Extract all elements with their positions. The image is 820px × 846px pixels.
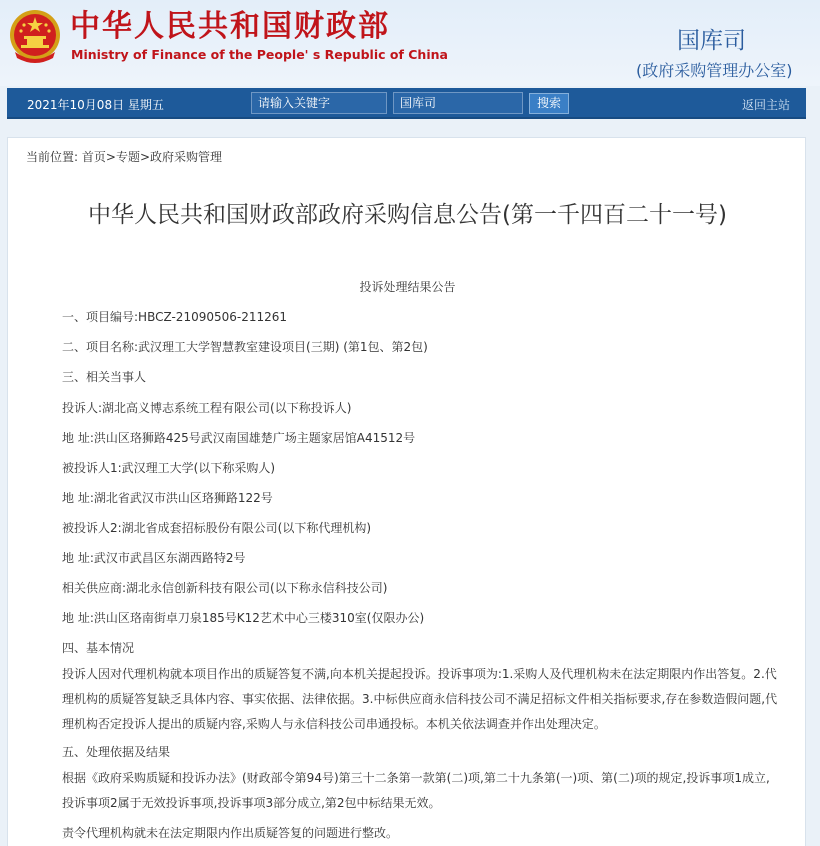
page-title: 中华人民共和国财政部政府采购信息公告(第一千四百二十一号) [88,202,727,228]
respondent-1-address: 地 址:湖北省武汉市洪山区珞狮路122号 [62,491,273,505]
ministry-name-en[interactable]: Ministry of Finance of the People' s Republic of China [71,47,448,62]
project-name: 二、项目名称:武汉理工大学智慧教室建设项目(三期) (第1包、第2包) [62,340,428,354]
related-supplier-address: 地 址:洪山区珞南街卓刀泉185号K12艺术中心三楼310室(仅限办公) [62,611,425,625]
ministry-name-cn[interactable]: 中华人民共和国财政部 [70,9,390,44]
department-name: 国库司 [677,28,746,54]
breadcrumb [26,148,222,165]
nav-bar [7,88,806,119]
section-basic-info: 四、基本情况 [62,641,135,655]
respondent-2: 被投诉人2:湖北省成套招标股份有限公司(以下称代理机构) [62,521,372,535]
breadcrumb-separator: > [139,150,151,164]
complainant: 投诉人:湖北高义博志系统工程有限公司(以下称投诉人) [62,401,352,415]
search-button[interactable]: 搜索 [529,93,569,114]
project-number: 一、项目编号:HBCZ-21090506-211261 [62,310,288,324]
breadcrumb-item-topics[interactable]: 专题 [115,150,140,164]
breadcrumb-separator: > [105,150,116,164]
result-paragraph: 根据《政府采购质疑和投诉办法》(财政部令第94号)第三十二条第一款第(二)项,第二十九条第(一)项、第(二)项的规定,投诉事项1成立,投诉事项2属于无效投诉事项,投诉事项3部分成立,第2包中标结果无效。 [62,771,770,810]
article-container [7,137,806,846]
rectification-paragraph: 责令代理机构就未在法定期限内作出质疑答复的问题进行整改。 [62,826,399,840]
respondent-2-address: 地 址:武汉市武昌区东湖西路特2号 [62,551,246,565]
site-header [0,0,820,86]
search-input[interactable]: 请输入关键字 [251,92,387,114]
national-emblem-icon [7,8,63,66]
document-title: 投诉处理结果公告 [359,280,456,294]
breadcrumb-item-procurement[interactable]: 政府采购管理 [150,150,223,164]
related-supplier: 相关供应商:湖北永信创新科技有限公司(以下称永信科技公司) [62,581,388,595]
respondent-1: 被投诉人1:武汉理工大学(以下称采购人) [62,461,276,475]
complainant-address: 地 址:洪山区珞狮路425号武汉南国雄楚广场主题家居馆A41512号 [62,431,416,445]
breadcrumb-label: 当前位置: [26,150,79,164]
basic-info-paragraph: 投诉人因对代理机构就本项目作出的质疑答复不满,向本机关提起投诉。投诉事项为:1.采购人及代理机构未在法定期限内作出答复。2.代理机构的质疑答复缺乏具体内容、事实依据、法律依据。3.中标供应商永信科技公司不满足招标文件相关指标要求,存在参数造假问题,代理机构否定投诉人提出的质疑内容,采购人与永信科技公司串通投标。本机关依法调查并作出处理决定。 [62,667,778,731]
department-select[interactable]: 国库司 [393,92,523,114]
back-to-main-site-link[interactable]: 返回主站 [741,98,790,112]
section-parties: 三、相关当事人 [62,370,147,384]
department-subtitle: (政府采购管理办公室) [636,61,793,80]
breadcrumb-item-home[interactable]: 首页 [81,150,106,164]
current-date: 2021年10月08日 星期五 [27,98,164,112]
section-basis-and-result: 五、处理依据及结果 [62,745,171,759]
